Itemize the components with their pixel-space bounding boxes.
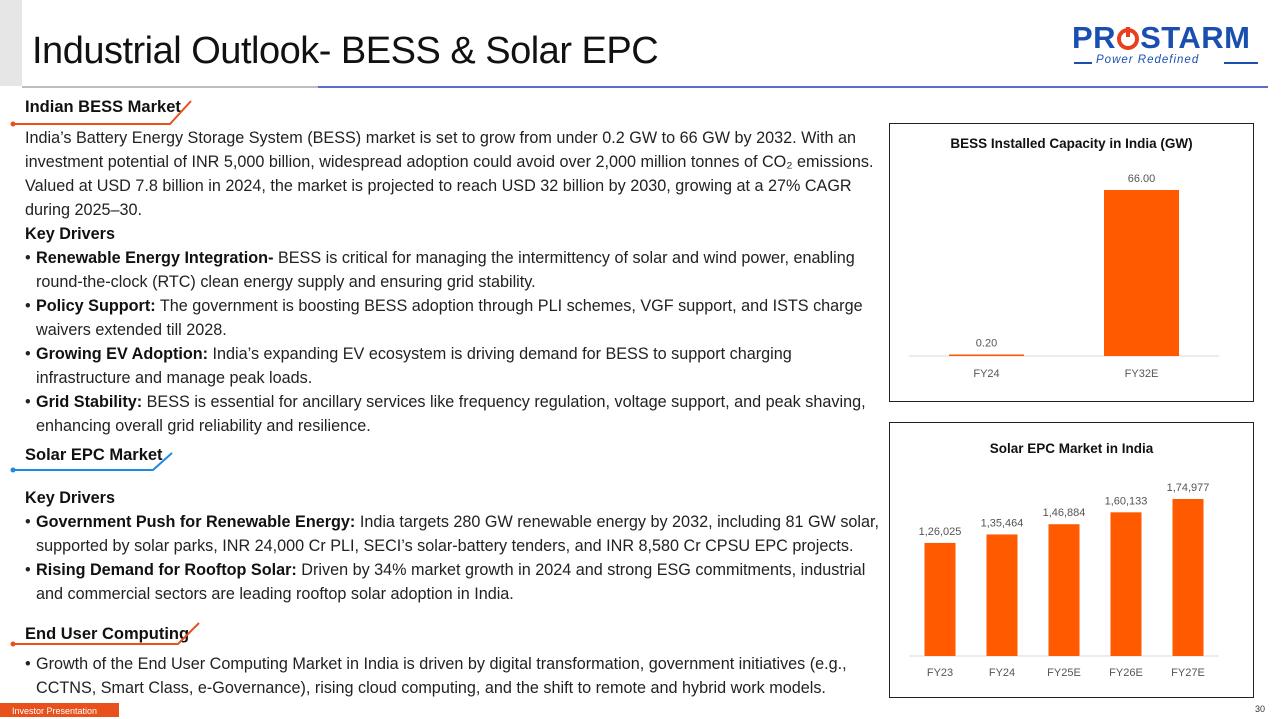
x-tick-label: FY32E: [1124, 368, 1159, 380]
logo-tagline-rule-right: [1224, 62, 1258, 64]
x-tick-label: FY24: [988, 667, 1016, 679]
euc-list: [25, 652, 891, 700]
bess-drivers-list: [25, 246, 885, 438]
x-tick-label: FY24: [973, 368, 1000, 380]
section-heading-euc: End User Computing: [25, 625, 190, 643]
logo-word-end: STARM: [1140, 20, 1251, 55]
logo-tagline-rule-left: [1074, 62, 1092, 64]
prostarm-logo: [1072, 22, 1262, 70]
bar: [987, 534, 1018, 656]
driver-title: Rising Demand for Rooftop Solar:: [36, 561, 297, 579]
power-icon: [1117, 28, 1139, 50]
bar: [949, 355, 1024, 357]
bar: [1111, 512, 1142, 656]
solar-chart-plot: [890, 423, 1252, 696]
bess-capacity-chart: [889, 123, 1254, 402]
data-label: 1,46,884: [1042, 507, 1086, 520]
x-tick-label: FY26E: [1109, 667, 1143, 679]
driver-text: India’s expanding EV ecosystem is driving demand for BESS to support charging infrastructure and manage peak loads.: [36, 345, 792, 387]
section-heading-bess: Indian BESS Market: [25, 98, 181, 116]
driver-text: BESS is critical for managing the intermittency of solar and wind power, enabling round-the-clock (RTC) clean energy supply and ensuring grid stability.: [36, 249, 855, 291]
driver-title: Renewable Energy Integration-: [36, 249, 274, 267]
footer-investor-tag: Investor Presentation: [0, 703, 119, 717]
driver-title: Policy Support:: [36, 297, 156, 315]
x-tick-label: FY25E: [1047, 667, 1081, 679]
bar: [1104, 190, 1179, 356]
data-label: 66.00: [1127, 173, 1156, 185]
data-label: 0.20: [975, 337, 998, 350]
logo-tagline: Power Redefined: [1096, 54, 1200, 66]
bar: [925, 543, 956, 656]
page-title: Industrial Outlook- BESS & Solar EPC: [32, 30, 659, 72]
driver-title: Growing EV Adoption:: [36, 345, 209, 363]
logo-word-start: PR: [1072, 20, 1117, 55]
chart-title: BESS Installed Capacity in India (GW): [950, 136, 1193, 151]
section-underline-solar: [10, 446, 185, 478]
chart-title: Solar EPC Market in India: [989, 441, 1154, 456]
list-item: • Growth of the End User Computing Market in India is driven by digital transformation, government initiatives (e.g., CCTNS, Smart Class, e-Governance), rising cloud computing, and the shift to remote and hybrid work models.: [25, 655, 847, 697]
driver-text: The government is boosting BESS adoption through PLI schemes, VGF support, and ISTS charge waivers extended till 2028.: [36, 297, 863, 339]
driver-title: Grid Stability:: [36, 393, 143, 411]
section-underline-euc: [10, 620, 210, 652]
solar-key-drivers-label: Key Drivers: [25, 489, 115, 507]
list-item: • Grid Stability: BESS is essential for ancillary services like frequency regulation, voltage support, and peak shaving, enhancing overall grid reliability and resilience.: [25, 393, 866, 435]
list-item: • Government Push for Renewable Energy: India targets 280 GW renewable energy by 2032, including 81 GW solar, supported by solar parks, INR 24,000 Cr PLI, SECI’s solar-battery tenders, and INR 8,580 Cr CPSU EPC projects.: [25, 513, 880, 555]
solar-drivers-list: [25, 510, 891, 606]
driver-text: Driven by 34% market growth in 2024 and strong ESG commitments, industrial and commercial sectors are leading rooftop solar adoption in India.: [36, 561, 866, 603]
left-edge-bar: [0, 0, 22, 86]
x-tick-label: FY23: [926, 667, 954, 679]
bess-key-drivers-label: Key Drivers: [25, 225, 115, 243]
data-label: 1,35,464: [980, 517, 1024, 530]
title-rule-blue: [318, 86, 1268, 88]
list-item: • Policy Support: The government is boosting BESS adoption through PLI schemes, VGF support, and ISTS charge waivers extended till 2028.: [25, 297, 863, 339]
data-label: 1,74,977: [1166, 482, 1210, 494]
bar: [1173, 499, 1204, 656]
x-tick-label: FY27E: [1171, 667, 1205, 679]
driver-text: India targets 280 GW renewable energy by 2032, including 81 GW solar, supported by solar parks, INR 24,000 Cr PLI, SECI’s solar-battery tenders, and INR 8,580 Cr CPSU EPC projects.: [36, 513, 880, 555]
section-heading-solar: Solar EPC Market: [25, 446, 163, 464]
euc-bullet-text: Growth of the End User Computing Market in India is driven by digital transformation, government initiatives (e.g., CCTNS, Smart Class, e-Governance), rising cloud computing, and the shift to remote and hybrid work models.: [36, 655, 847, 697]
bess-chart-plot: [890, 124, 1252, 400]
driver-text: BESS is essential for ancillary services like frequency regulation, voltage support, and peak shaving, enhancing overall grid reliability and resilience.: [36, 393, 866, 435]
page-number: 30: [1255, 704, 1266, 714]
list-item: • Rising Demand for Rooftop Solar: Driven by 34% market growth in 2024 and strong ESG commitments, industrial and commercial sectors are leading rooftop solar adoption in India.: [25, 561, 866, 603]
bess-market-paragraph: India’s Battery Energy Storage System (BESS) market is set to grow from under 0.2 GW to 66 GW by 2032. With an investment potential of INR 5,000 billion, widespread adoption could avoid over 2,000 million tonnes of CO₂ emissions. Valued at USD 7.8 billion in 2024, the market is projected to reach USD 32 billion by 2030, growing at a 27% CAGR during 2025–30.: [25, 129, 874, 219]
solar-epc-chart: [889, 422, 1254, 698]
data-label: 1,26,025: [918, 525, 962, 538]
list-item: • Growing EV Adoption: India’s expanding EV ecosystem is driving demand for BESS to support charging infrastructure and manage peak loads.: [25, 345, 792, 387]
bar: [1049, 524, 1080, 656]
list-item: • Renewable Energy Integration- BESS is critical for managing the intermittency of solar and wind power, enabling round-the-clock (RTC) clean energy supply and ensuring grid stability.: [25, 249, 855, 291]
driver-title: Government Push for Renewable Energy:: [36, 513, 356, 531]
data-label: 1,60,133: [1104, 495, 1148, 508]
title-rule-gray: [22, 86, 318, 88]
